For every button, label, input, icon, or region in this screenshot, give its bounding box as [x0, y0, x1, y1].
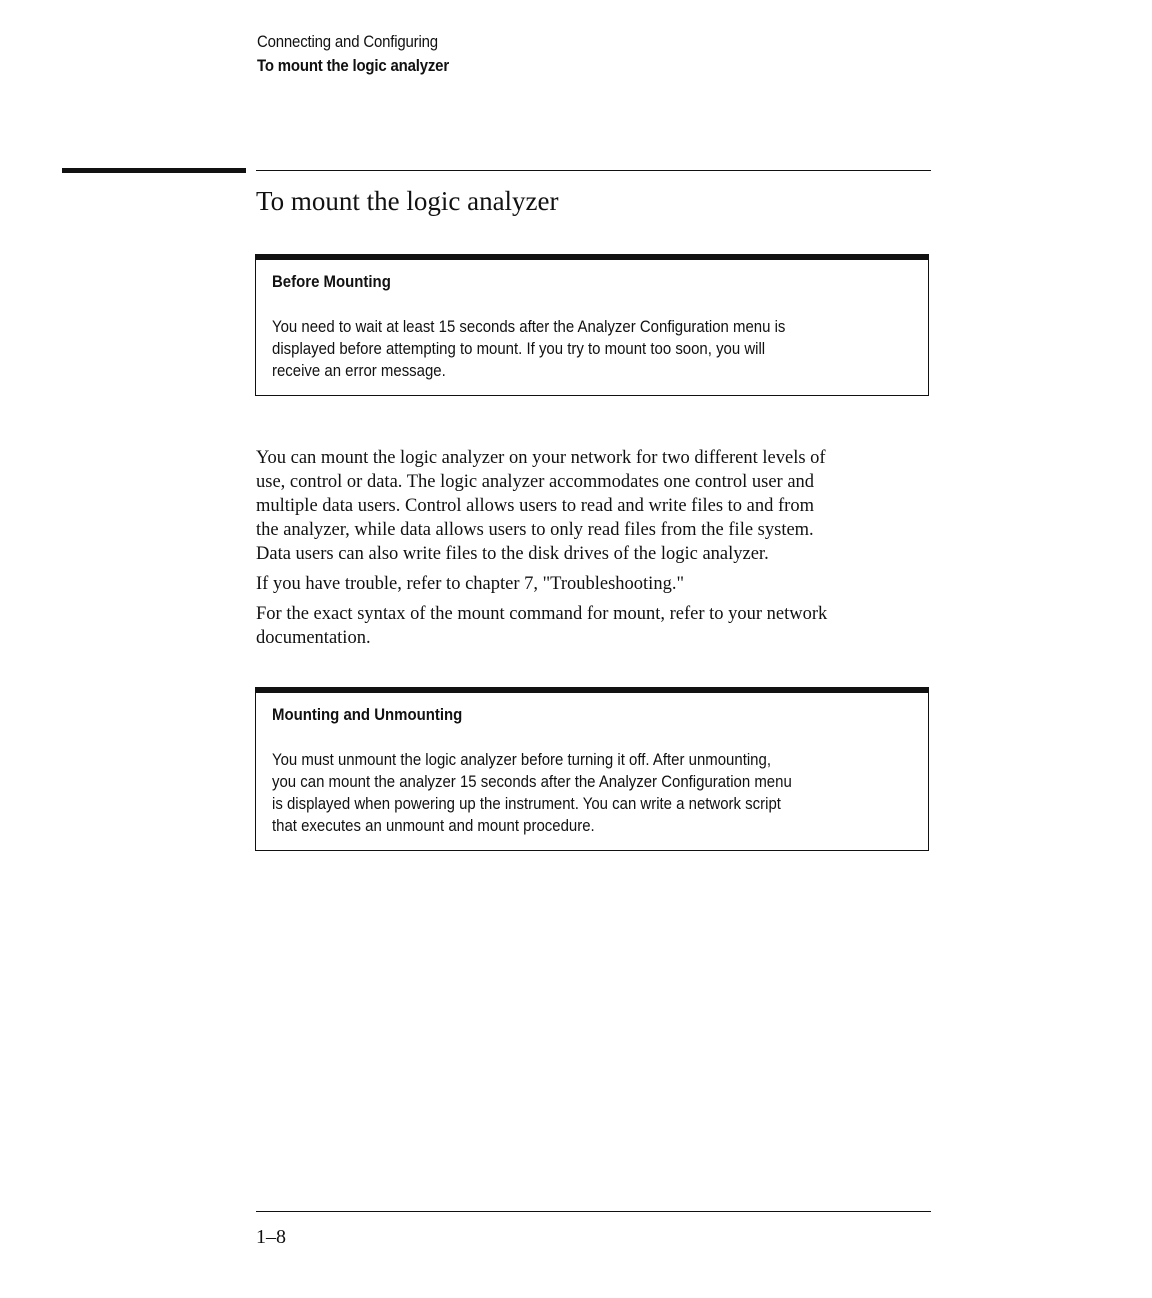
paragraph-line: the analyzer, while data allows users to only read files from the file system. [256, 520, 814, 540]
paragraph-line: use, control or data. The logic analyzer accommodates one control user and [256, 472, 815, 492]
footer-rule [256, 1211, 931, 1212]
page-title: To mount the logic analyzer [256, 186, 559, 216]
note-line: you can mount the analyzer 15 seconds after the Analyzer Configuration menu [272, 772, 792, 791]
note-mounting-unmounting [255, 687, 929, 851]
section-rule-thick [62, 168, 246, 173]
paragraph-line: You can mount the logic analyzer on your network for two different levels of [256, 448, 826, 468]
note-line: displayed before attempting to mount. If you try to mount too soon, you will [272, 339, 766, 358]
paragraph-line: documentation. [256, 628, 371, 648]
paragraph-line: For the exact syntax of the mount command for mount, refer to your network [256, 604, 828, 624]
paragraph-line: Data users can also write files to the disk drives of the logic analyzer. [256, 544, 769, 564]
running-header-chapter: Connecting and Configuring [257, 32, 438, 51]
paragraph-line: If you have trouble, refer to chapter 7, "Troubleshooting." [256, 574, 684, 594]
note-line: You need to wait at least 15 seconds after the Analyzer Configuration menu is [272, 317, 786, 336]
running-header-section: To mount the logic analyzer [257, 56, 449, 75]
paragraph-syntax [256, 602, 936, 650]
note-text [272, 749, 906, 837]
note-line: that executes an unmount and mount procedure. [272, 816, 595, 835]
page-number: 1–8 [256, 1226, 286, 1248]
paragraph-mount-levels [256, 446, 936, 566]
note-line: receive an error message. [272, 361, 446, 380]
note-title: Mounting and Unmounting [272, 705, 463, 724]
paragraph-line: multiple data users. Control allows users to read and write files to and from [256, 496, 814, 516]
note-title: Before Mounting [272, 272, 391, 291]
paragraph-troubleshooting [256, 572, 936, 596]
body-text [256, 446, 936, 656]
running-header [257, 30, 449, 78]
note-before-mounting [255, 254, 929, 396]
note-text [272, 316, 906, 382]
note-line: You must unmount the logic analyzer before turning it off. After unmounting, [272, 750, 771, 769]
section-rule-thin [256, 170, 931, 171]
note-line: is displayed when powering up the instrument. You can write a network script [272, 794, 781, 813]
